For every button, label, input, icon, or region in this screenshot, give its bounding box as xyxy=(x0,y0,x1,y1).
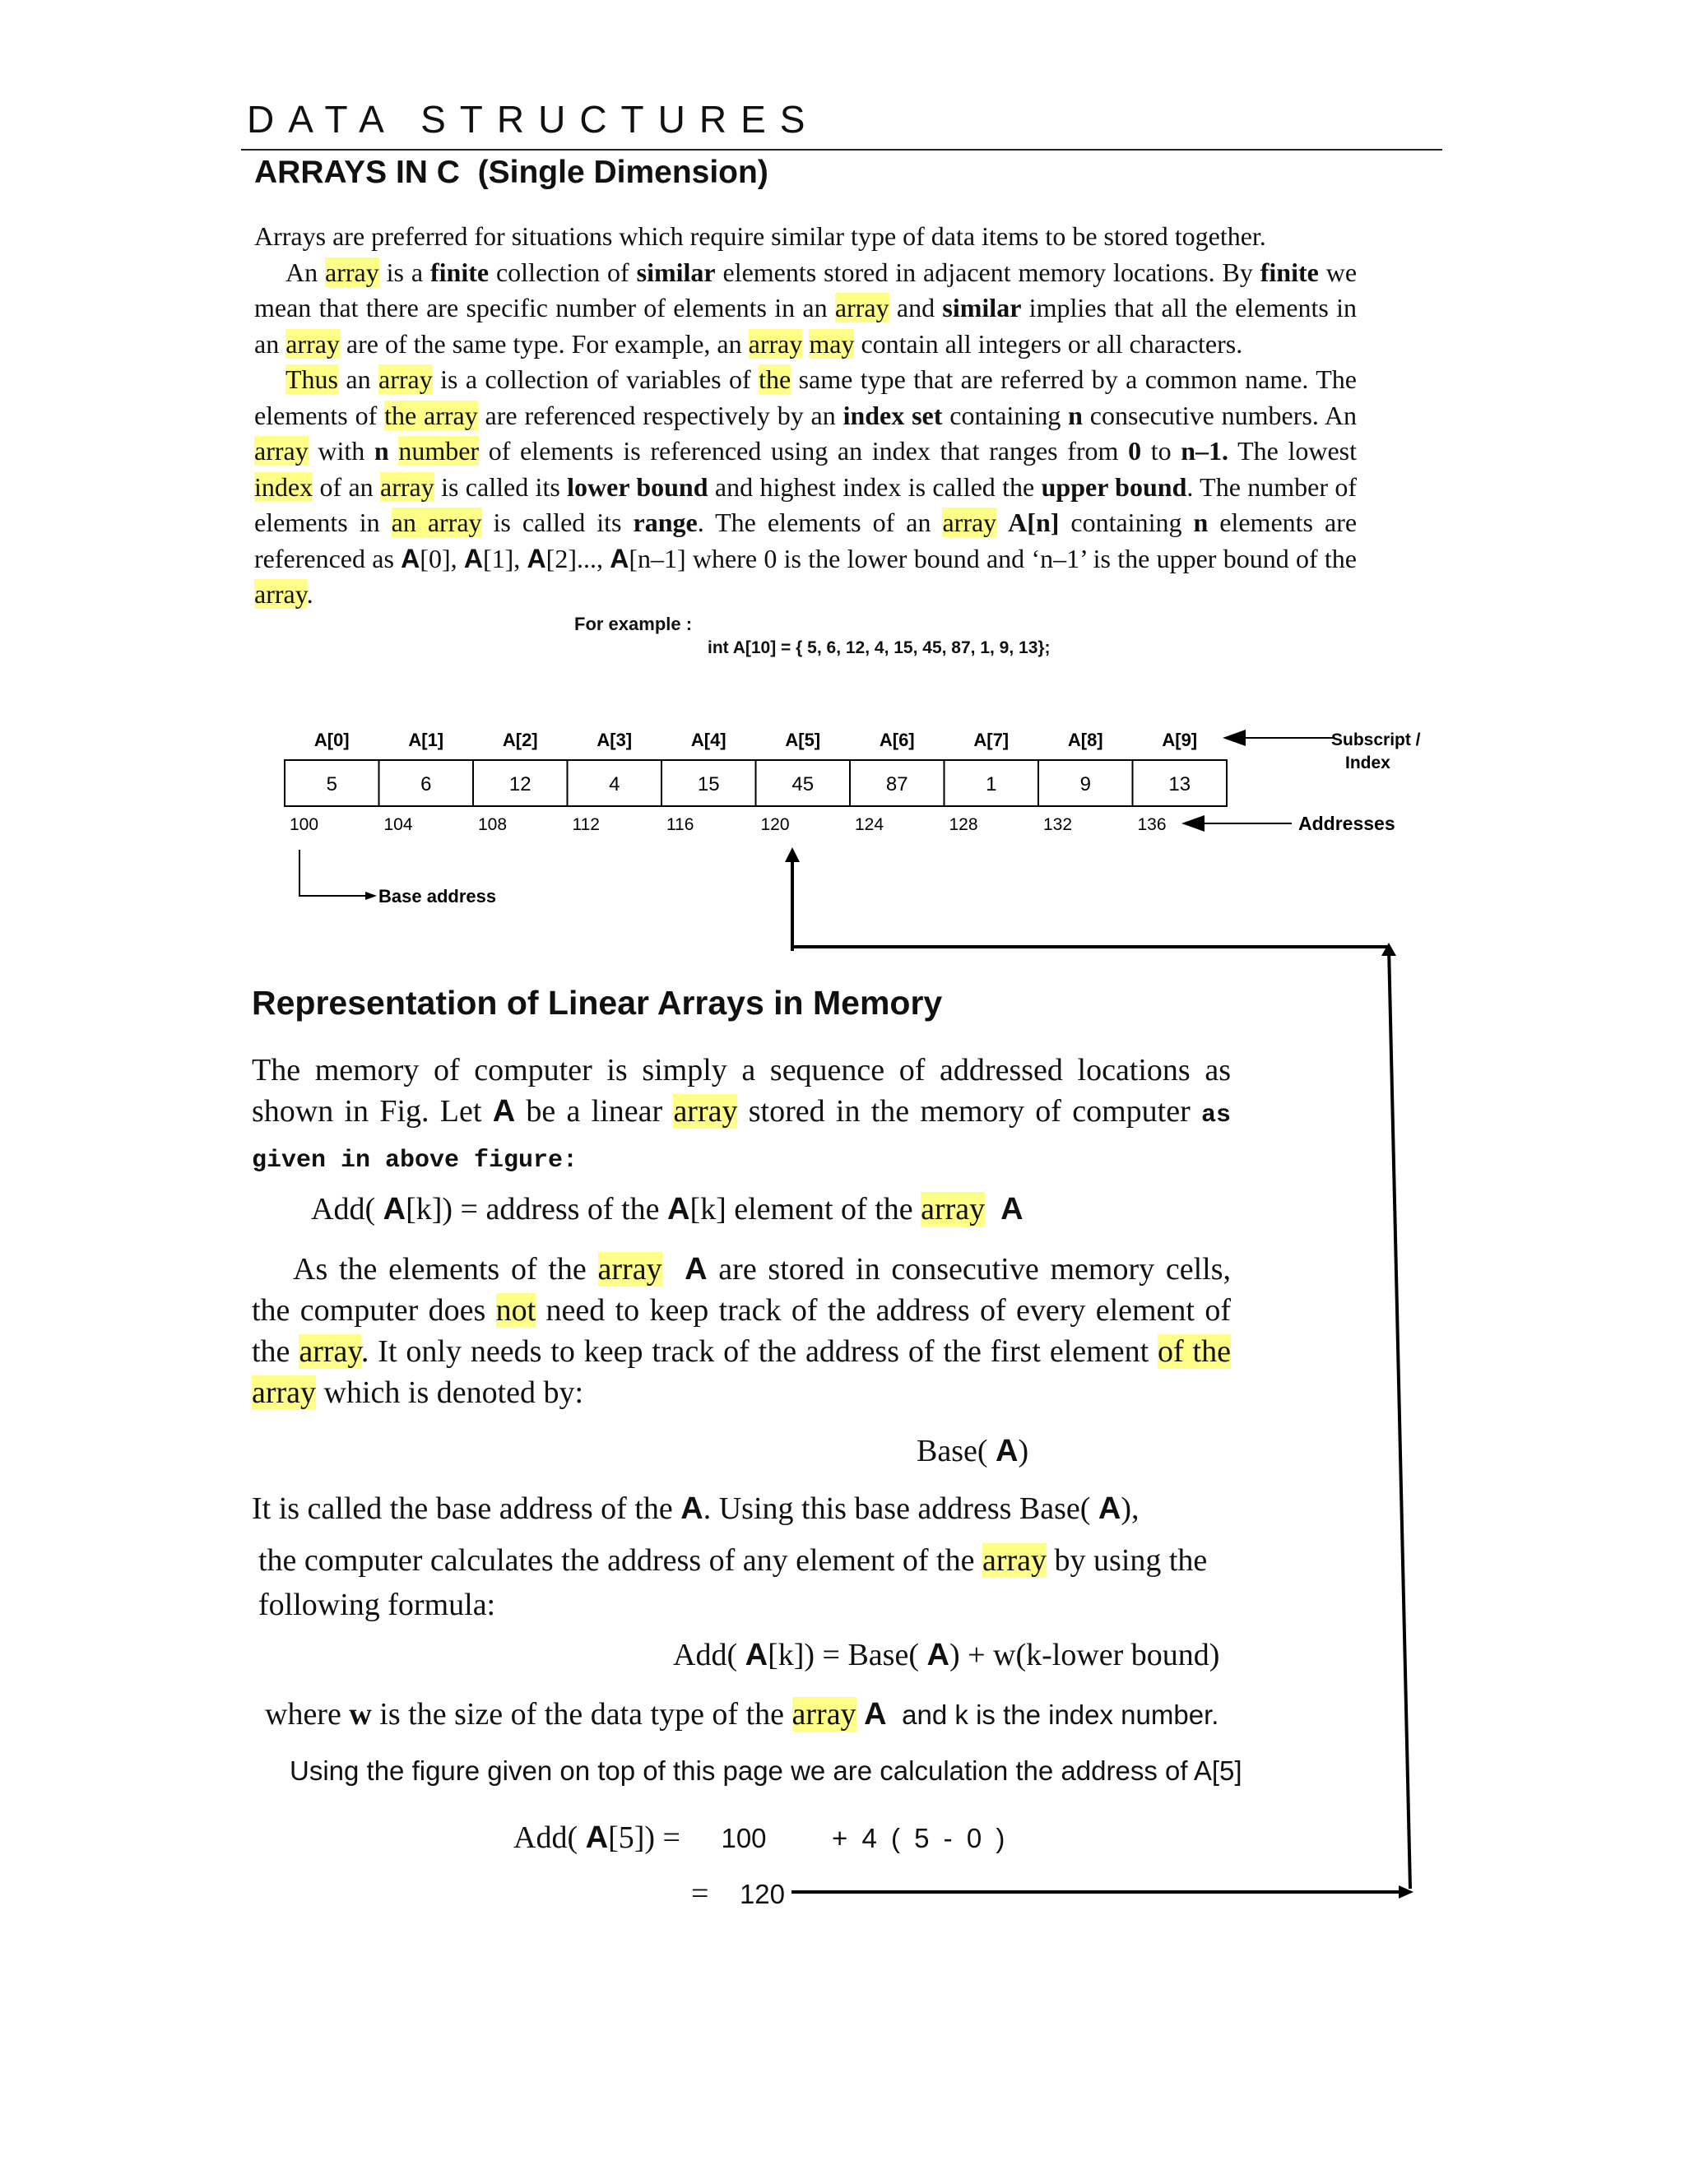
array-address-label: 100 xyxy=(290,815,319,834)
index-label: Index xyxy=(1345,754,1390,772)
section-title-main: ARRAYS IN C xyxy=(254,155,460,190)
calculation-step-1: Add( A[5]) = 100 + 4 ( 5 - 0 ) xyxy=(513,1820,1009,1855)
array-index-label: A[7] xyxy=(973,730,1010,750)
array-cell-value: 6 xyxy=(420,773,432,795)
array-address-label: 112 xyxy=(572,815,600,834)
calculation-step-2: = 120 xyxy=(691,1876,785,1911)
array-cells xyxy=(285,760,1227,806)
base-notation: Base( A) xyxy=(917,1434,1029,1468)
intro-paragraph-2: An array is a finite collection of similar elements stored in adjacent memory locations. By finite we mean that there are specific number of elements in an array and similar implies that all the elements in an array are of the same type. For example, an array may contain all integers or all characters. xyxy=(254,257,1358,359)
array-cell-value: 5 xyxy=(326,773,337,795)
intro-text xyxy=(254,219,1357,613)
intro-paragraph-3: Thus an array is a collection of variables of the same type that are referred by a common name. The elements of the array are referenced respectively by an index set containing n consecutive numbers. An array with n number of elements is referenced using an index that ranges from 0 to n–1. The lowest index of an array is called its lower bound and highest index is called the upper bound. The number of elements in an array is called its range. The elements of an array A[n] containing n elements are referenced as A[0], A[1], A[2]..., A[n–1] where 0 is the lower bound and ‘n–1’ is the upper bound of the array. xyxy=(254,364,1358,609)
example-code: int A[10] = { 5, 6, 12, 4, 15, 45, 87, 1, 9, 13}; xyxy=(708,638,1051,657)
subscript-label: Subscript / xyxy=(1331,730,1421,749)
array-index-label: A[4] xyxy=(690,730,726,750)
section-title xyxy=(254,155,768,191)
base-address-sentence: It is called the base address of the A. Using this base address Base( A), xyxy=(252,1491,1140,1526)
section-title-sub: (Single Dimension) xyxy=(477,155,768,190)
array-cell-value: 12 xyxy=(508,773,531,795)
array-cell-value: 9 xyxy=(1079,773,1091,795)
array-index-label: A[1] xyxy=(408,730,444,750)
intro-paragraph-1: Arrays are preferred for situations which require similar type of data items to be stored together. xyxy=(254,221,1266,251)
array-cell-value: 87 xyxy=(885,773,908,795)
address-definition: Add( A[k]) = address of the A[k] element of the array A xyxy=(311,1192,1024,1226)
array-address-label: 124 xyxy=(855,815,884,834)
array-index-label: A[9] xyxy=(1162,730,1198,750)
array-index-label: A[5] xyxy=(785,730,821,750)
array-index-label: A[3] xyxy=(596,730,633,750)
array-cell-value: 1 xyxy=(986,773,997,795)
array-address-label: 104 xyxy=(383,815,413,834)
representation-paragraph-2: As the elements of the array A are stored in consecutive memory cells, the computer does not need to keep track of the address of every element of the array. It only needs to keep track of the address of the first element of the array which is denoted by: xyxy=(252,1252,1231,1410)
calculation-intro: Using the figure given on top of this page we are calculation the address of A[5] xyxy=(290,1755,1242,1786)
array-address-label: 116 xyxy=(666,815,694,834)
array-address-label: 132 xyxy=(1043,815,1073,834)
base-address-label: Base address xyxy=(378,886,497,907)
array-address-label: 128 xyxy=(949,815,978,834)
array-cell-value: 15 xyxy=(697,773,720,795)
array-address-label: 108 xyxy=(478,815,508,834)
array-index-label: A[0] xyxy=(313,730,350,750)
array-index-label: A[6] xyxy=(879,730,915,750)
array-cell-value: 4 xyxy=(609,773,620,795)
array-address-label: 136 xyxy=(1137,815,1167,834)
representation-paragraph-1: The memory of computer is simply a sequence of addressed locations as shown in Fig. Let A be a linear array stored in the memory of computer as given in above figure: xyxy=(252,1053,1231,1175)
address-labels xyxy=(290,815,1167,834)
array-address-label: 120 xyxy=(760,815,790,834)
header-title: DATA STRUCTURES xyxy=(247,98,819,141)
representation-title: Representation of Linear Arrays in Memory xyxy=(252,984,943,1022)
base-address-connector xyxy=(299,850,372,896)
formula-explanation: where w is the size of the data type of the array A and k is the index number. xyxy=(265,1697,1219,1732)
example-label: For example : xyxy=(574,614,693,634)
formula-intro: the computer calculates the address of any element of the array by using the following formula: xyxy=(258,1543,1208,1622)
calculation-result: 120 xyxy=(739,1879,785,1909)
header-rule xyxy=(241,149,1442,151)
array-cell-value: 13 xyxy=(1168,773,1191,795)
array-diagram xyxy=(280,707,1448,921)
addresses-label: Addresses xyxy=(1298,813,1395,834)
array-index-label: A[2] xyxy=(502,730,538,750)
index-labels xyxy=(314,730,1197,750)
array-index-label: A[8] xyxy=(1067,730,1103,750)
array-cell-value: 45 xyxy=(791,773,815,795)
address-formula: Add( A[k]) = Base( A) + w(k-lower bound) xyxy=(673,1638,1220,1672)
